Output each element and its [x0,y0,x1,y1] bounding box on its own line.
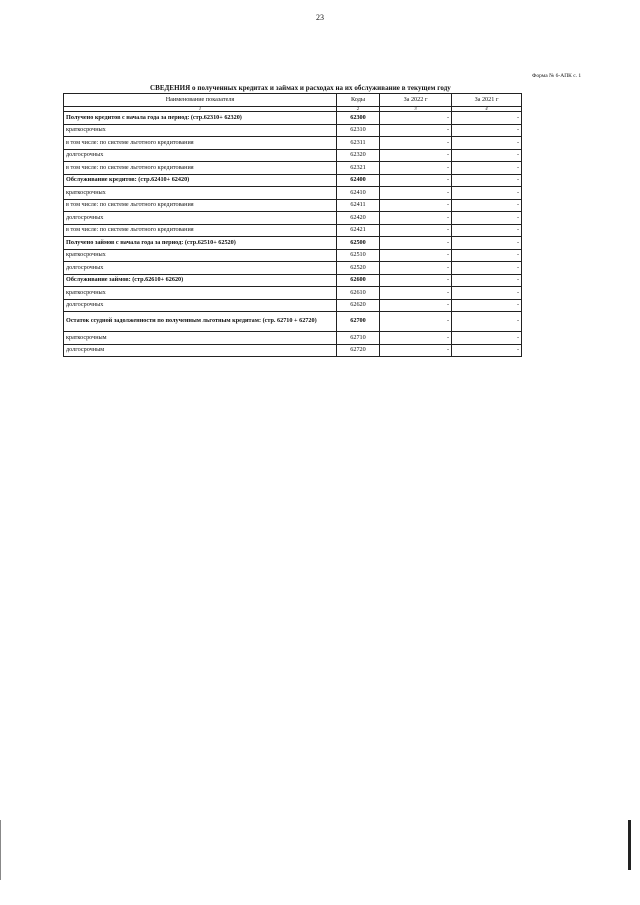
row-name: краткосрочных [64,187,337,200]
row-code: 62410 [337,187,380,200]
row-code: 62421 [337,224,380,237]
page-number: 23 [316,13,324,22]
row-value-2022: - [380,299,452,312]
column-number: 4 [452,106,522,112]
row-code: 62600 [337,274,380,287]
row-code: 62720 [337,344,380,357]
row-value-2022: - [380,199,452,212]
row-code: 62620 [337,299,380,312]
table-row [64,332,522,345]
row-value-2022: - [380,274,452,287]
column-number: 1 [64,106,337,112]
row-value-2021: - [452,274,522,287]
row-value-2021: - [452,149,522,162]
row-code: 62510 [337,249,380,262]
row-value-2022: - [380,212,452,225]
column-number: 2 [337,106,380,112]
row-name: долгосрочных [64,149,337,162]
row-value-2022: - [380,137,452,150]
row-value-2022: - [380,344,452,357]
row-value-2022: - [380,162,452,175]
form-reference: Форма № 6-АПК с. 1 [532,73,582,79]
table-row [64,187,522,200]
row-value-2021: - [452,162,522,175]
row-value-2022: - [380,312,452,332]
row-name: долгосрочных [64,262,337,275]
row-value-2022: - [380,287,452,300]
row-code: 62500 [337,237,380,250]
row-value-2021: - [452,237,522,250]
table-row [64,137,522,150]
row-code: 62520 [337,262,380,275]
row-name: в том числе: по системе льготного кредитования [64,137,337,150]
table-row [64,162,522,175]
row-name: долгосрочным [64,344,337,357]
header-indicator-name: Наименование показателя [64,94,337,107]
row-code: 62321 [337,162,380,175]
row-code: 62400 [337,174,380,187]
table-row [64,287,522,300]
row-code: 62311 [337,137,380,150]
row-name: в том числе: по системе льготного кредитования [64,162,337,175]
table-row [64,274,522,287]
row-code: 62710 [337,332,380,345]
row-name: краткосрочных [64,249,337,262]
row-code: 62610 [337,287,380,300]
row-code: 62700 [337,312,380,332]
table-row [64,199,522,212]
row-name: Получено займов с начала года за период: (стр.62510+ 62520) [64,237,337,250]
table-row [64,312,522,332]
row-name: долгосрочных [64,299,337,312]
row-value-2021: - [452,224,522,237]
row-code: 62300 [337,112,380,125]
table-row [64,299,522,312]
row-code: 62310 [337,124,380,137]
row-code: 62411 [337,199,380,212]
row-value-2022: - [380,262,452,275]
scan-left-mark [0,820,1,880]
row-value-2022: - [380,112,452,125]
row-value-2021: - [452,249,522,262]
header-year-2021: За 2021 г [452,94,522,107]
row-value-2022: - [380,149,452,162]
table-header-row [64,94,522,107]
loans-table [63,93,522,357]
row-name: Обслуживание кредитов: (стр.62410+ 62420) [64,174,337,187]
row-name: Получено кредитов с начала года за период: (стр.62310+ 62320) [64,112,337,125]
row-value-2022: - [380,124,452,137]
row-value-2022: - [380,249,452,262]
row-name: краткосрочных [64,124,337,137]
row-value-2021: - [452,199,522,212]
header-year-2022: За 2022 г [380,94,452,107]
row-name: краткосрочным [64,332,337,345]
table-row [64,212,522,225]
table-row [64,149,522,162]
row-name: в том числе: по системе льготного кредитования [64,199,337,212]
row-value-2021: - [452,287,522,300]
row-value-2021: - [452,137,522,150]
table-row [64,124,522,137]
table-row [64,262,522,275]
row-value-2022: - [380,237,452,250]
header-codes: Коды [337,94,380,107]
row-value-2021: - [452,312,522,332]
row-value-2021: - [452,212,522,225]
row-value-2022: - [380,332,452,345]
row-value-2021: - [452,187,522,200]
row-value-2021: - [452,262,522,275]
row-value-2021: - [452,112,522,125]
row-value-2022: - [380,224,452,237]
row-code: 62320 [337,149,380,162]
row-name: Обслуживание займов: (стр.62610+ 62620) [64,274,337,287]
row-code: 62420 [337,212,380,225]
row-value-2021: - [452,344,522,357]
table-row [64,174,522,187]
table-row [64,344,522,357]
table-row [64,249,522,262]
scan-edge-mark [628,820,631,870]
row-value-2021: - [452,332,522,345]
document-title: СВЕДЕНИЯ о полученных кредитах и займах и расходах на их обслуживание в текущем году [150,84,451,92]
row-value-2022: - [380,187,452,200]
row-value-2021: - [452,124,522,137]
row-value-2022: - [380,174,452,187]
row-name: Остаток ссудной задолженности по полученным льготным кредитам: (стр. 62710 + 62720) [64,312,337,332]
column-number: 3 [380,106,452,112]
row-name: в том числе: по системе льготного кредитования [64,224,337,237]
table-row [64,112,522,125]
row-value-2021: - [452,299,522,312]
row-name: долгосрочных [64,212,337,225]
table-row [64,237,522,250]
row-value-2021: - [452,174,522,187]
table-row [64,224,522,237]
row-name: краткосрочных [64,287,337,300]
